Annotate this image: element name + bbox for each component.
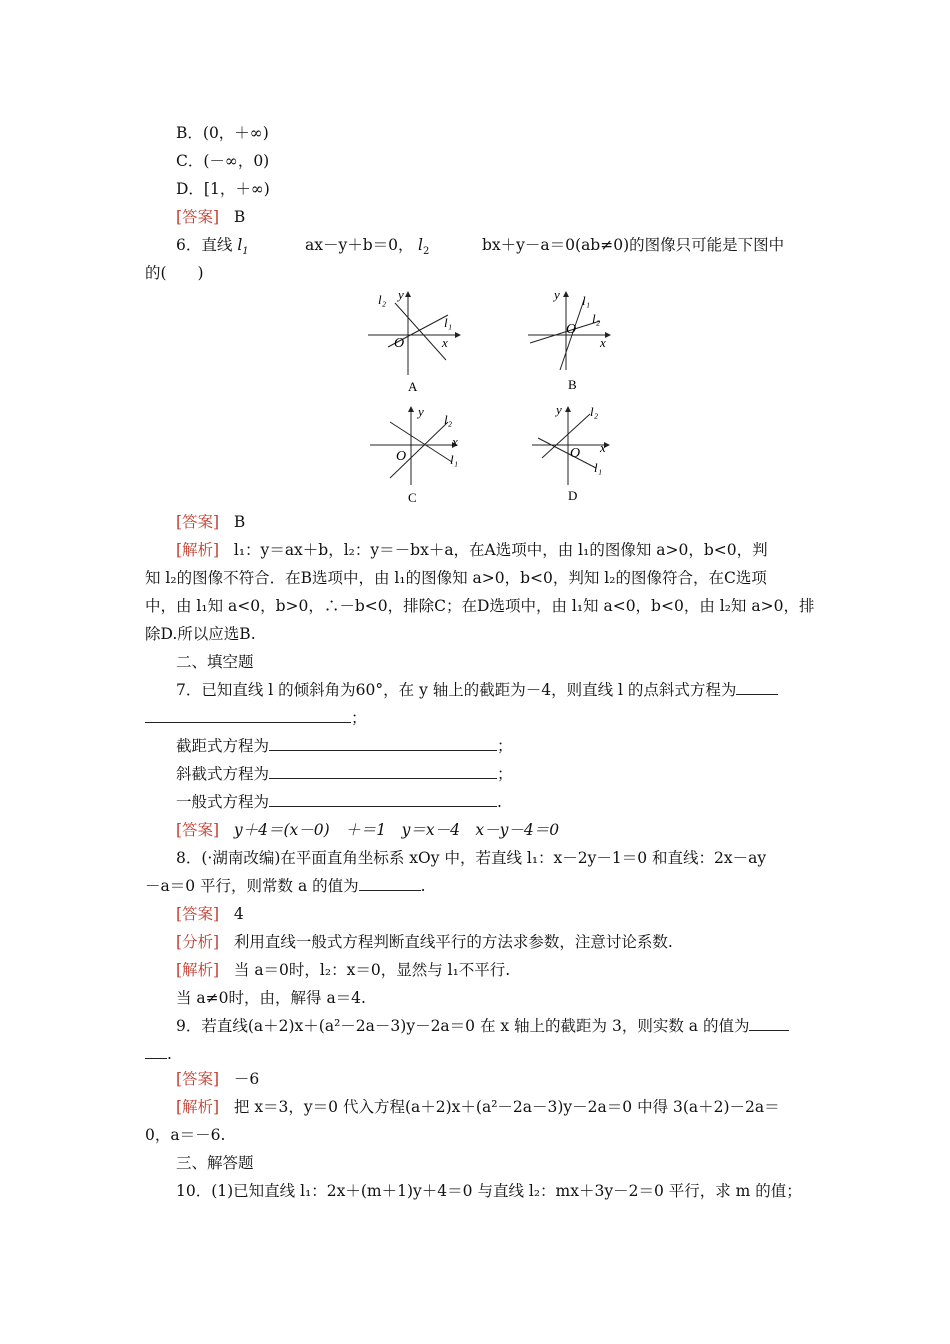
analysis-text: 利用直线一般式方程判断直线平行的方法求参数，注意讨论系数.: [233, 933, 673, 951]
fig-d-y-label: y: [556, 402, 562, 417]
answer-blank[interactable]: [145, 1044, 167, 1059]
q7-general-form: 一般式方程为 .: [176, 793, 502, 811]
explanation-6-line-4: 除D.所以应选B.: [145, 625, 256, 643]
q6-l2: $l_2$: [418, 236, 430, 258]
fig-a-l2-label: l₂: [378, 292, 387, 307]
answer-blank[interactable]: [269, 736, 497, 751]
explanation-tag: [解析]: [176, 1098, 220, 1116]
answer-value: －6: [233, 1070, 260, 1088]
fig-b-caption: B: [568, 377, 577, 392]
answer-tag: [答案]: [176, 513, 220, 531]
question-8-line-2: －a＝0 平行，则常数 a 的值为 .: [145, 877, 426, 895]
explanation-text: 把 x＝3，y＝0 代入方程(a＋2)x＋(a²－2a－3)y－2a＝0 中得 3(a＋2)－2a＝: [233, 1098, 780, 1116]
fig-c-l1-label: l₁: [450, 452, 459, 467]
fig-b-y-label: y: [554, 287, 560, 302]
explanation-text: l₁：y＝ax＋b，l₂：y＝－bx＋a，在A选项中，由 l₁的图像知 a>0，b<0，判: [233, 541, 768, 559]
option-d: D．[1，＋∞): [176, 180, 270, 198]
answer-blank[interactable]: [269, 792, 497, 807]
answer-7: [176, 819, 559, 841]
explanation-text: 当 a＝0时，l₂：x＝0，显然与 l₁不平行.: [233, 961, 511, 979]
answer-value: B: [233, 513, 246, 531]
explanation-tag: [解析]: [176, 541, 220, 559]
fig-a-l1-label: l₁: [444, 315, 453, 330]
explanation-9-line-2: 0，a＝－6.: [145, 1126, 226, 1144]
answer-8: [176, 903, 244, 925]
answer-value: B: [233, 208, 246, 226]
q7-slope-intercept-form: 斜截式方程为 ；: [176, 765, 513, 783]
fig-b-origin: O: [566, 322, 577, 337]
question-10-line-1: 10．(1)已知直线 l₁：2x＋(m＋1)y＋4＝0 与直线 l₂：mx＋3y－2＝0 平行，求 m 的值；: [176, 1182, 802, 1200]
answer-9: [176, 1068, 259, 1090]
figure-a: [360, 285, 470, 399]
answer-value: 4: [233, 905, 244, 923]
answer-value: y＋4＝(x－0) ＋＝1 y＝x－4 x－y－4＝0: [233, 821, 560, 839]
answer-tag: [答案]: [176, 1070, 220, 1088]
fig-a-caption: A: [408, 379, 418, 394]
question-8-line-1: 8．(·湖南改编)在平面直角坐标系 xOy 中，若直线 l₁：x－2y－1＝0 和直线：2x－ay: [176, 849, 767, 867]
q7-text: 7．已知直线 l 的倾斜角为60°，在 y 轴上的截距为－4，则直线 l 的点斜式方程为: [176, 681, 737, 699]
fig-c-l2-label: l₂: [444, 412, 453, 427]
fig-c-caption: C: [408, 490, 417, 505]
fig-c-origin: O: [396, 449, 407, 464]
explanation-6-line-3: 中，由 l₁知 a<0，b>0，∴－b<0，排除C；在D选项中，由 l₁知 a<0，b<0，由 l₂知 a>0，排: [145, 597, 815, 615]
q7-intercept-form: 截距式方程为 ；: [176, 737, 513, 755]
q6-eq2: bx＋y－a＝0(ab≠0)的图像只可能是下图中: [482, 236, 785, 254]
fig-a-y-label: y: [398, 287, 404, 302]
q6-l1: $l_1$: [237, 236, 249, 258]
answer-blank[interactable]: [749, 1016, 789, 1031]
option-b: B．(0，＋∞): [176, 124, 269, 142]
explanation-8-line-2: 当 a≠0时，由，解得 a＝4.: [176, 989, 366, 1007]
fig-d-origin: O: [570, 446, 581, 461]
fig-d-l2-label: l₂: [590, 404, 599, 419]
q6-eq1: ax－y＋b＝0，: [305, 236, 414, 254]
question-9-line-2: .: [145, 1043, 172, 1065]
q6-text-a: 6．直线: [176, 236, 233, 254]
answer-blank[interactable]: [736, 680, 778, 695]
question-9-line-1: 9．若直线(a＋2)x＋(a²－2a－3)y－2a＝0 在 x 轴上的截距为 3，则实数 a 的值为: [176, 1015, 789, 1037]
fig-d-l1-label: l₁: [594, 460, 603, 475]
explanation-6-line-1: [176, 539, 768, 561]
fig-a-x-label: x: [442, 335, 448, 350]
explanation-6-line-2: 知 l₂的图像不符合．在B选项中，由 l₁的图像知 a>0，b<0，判知 l₂的图像符合，在C选项: [145, 569, 767, 587]
section-3-heading: 三、解答题: [176, 1154, 254, 1172]
figure-c: [362, 400, 472, 514]
answer-tag: [答案]: [176, 208, 220, 226]
figure-b: [520, 285, 630, 399]
fig-b-l2-label: l₂: [592, 311, 601, 326]
fig-c-y-label: y: [418, 404, 424, 419]
fig-b-l1-label: l₁: [582, 293, 591, 308]
question-6-line-1: [176, 234, 249, 263]
option-c: C．(－∞，0): [176, 152, 270, 170]
fig-b-x-label: x: [600, 335, 606, 350]
question-7-line-2: ；: [145, 707, 367, 729]
analysis-8: [176, 931, 673, 953]
figure-d: [524, 400, 634, 514]
fig-c-x-label: x: [452, 434, 458, 449]
answer-blank[interactable]: [269, 764, 497, 779]
answer-6: [176, 511, 245, 533]
explanation-tag: [解析]: [176, 961, 220, 979]
question-7-line-1: [176, 679, 778, 701]
q6-line-2: 的( ): [145, 264, 204, 282]
answer-5: [176, 206, 245, 228]
fig-d-x-label: x: [600, 440, 606, 455]
fig-d-caption: D: [568, 488, 578, 503]
section-2-heading: 二、填空题: [176, 653, 254, 671]
fig-a-origin: O: [394, 336, 405, 351]
explanation-9-line-1: [176, 1096, 780, 1118]
answer-blank[interactable]: [359, 876, 421, 891]
analysis-tag: [分析]: [176, 933, 220, 951]
explanation-8: [176, 959, 510, 981]
answer-tag: [答案]: [176, 905, 220, 923]
answer-tag: [答案]: [176, 821, 220, 839]
answer-blank[interactable]: [145, 708, 351, 723]
